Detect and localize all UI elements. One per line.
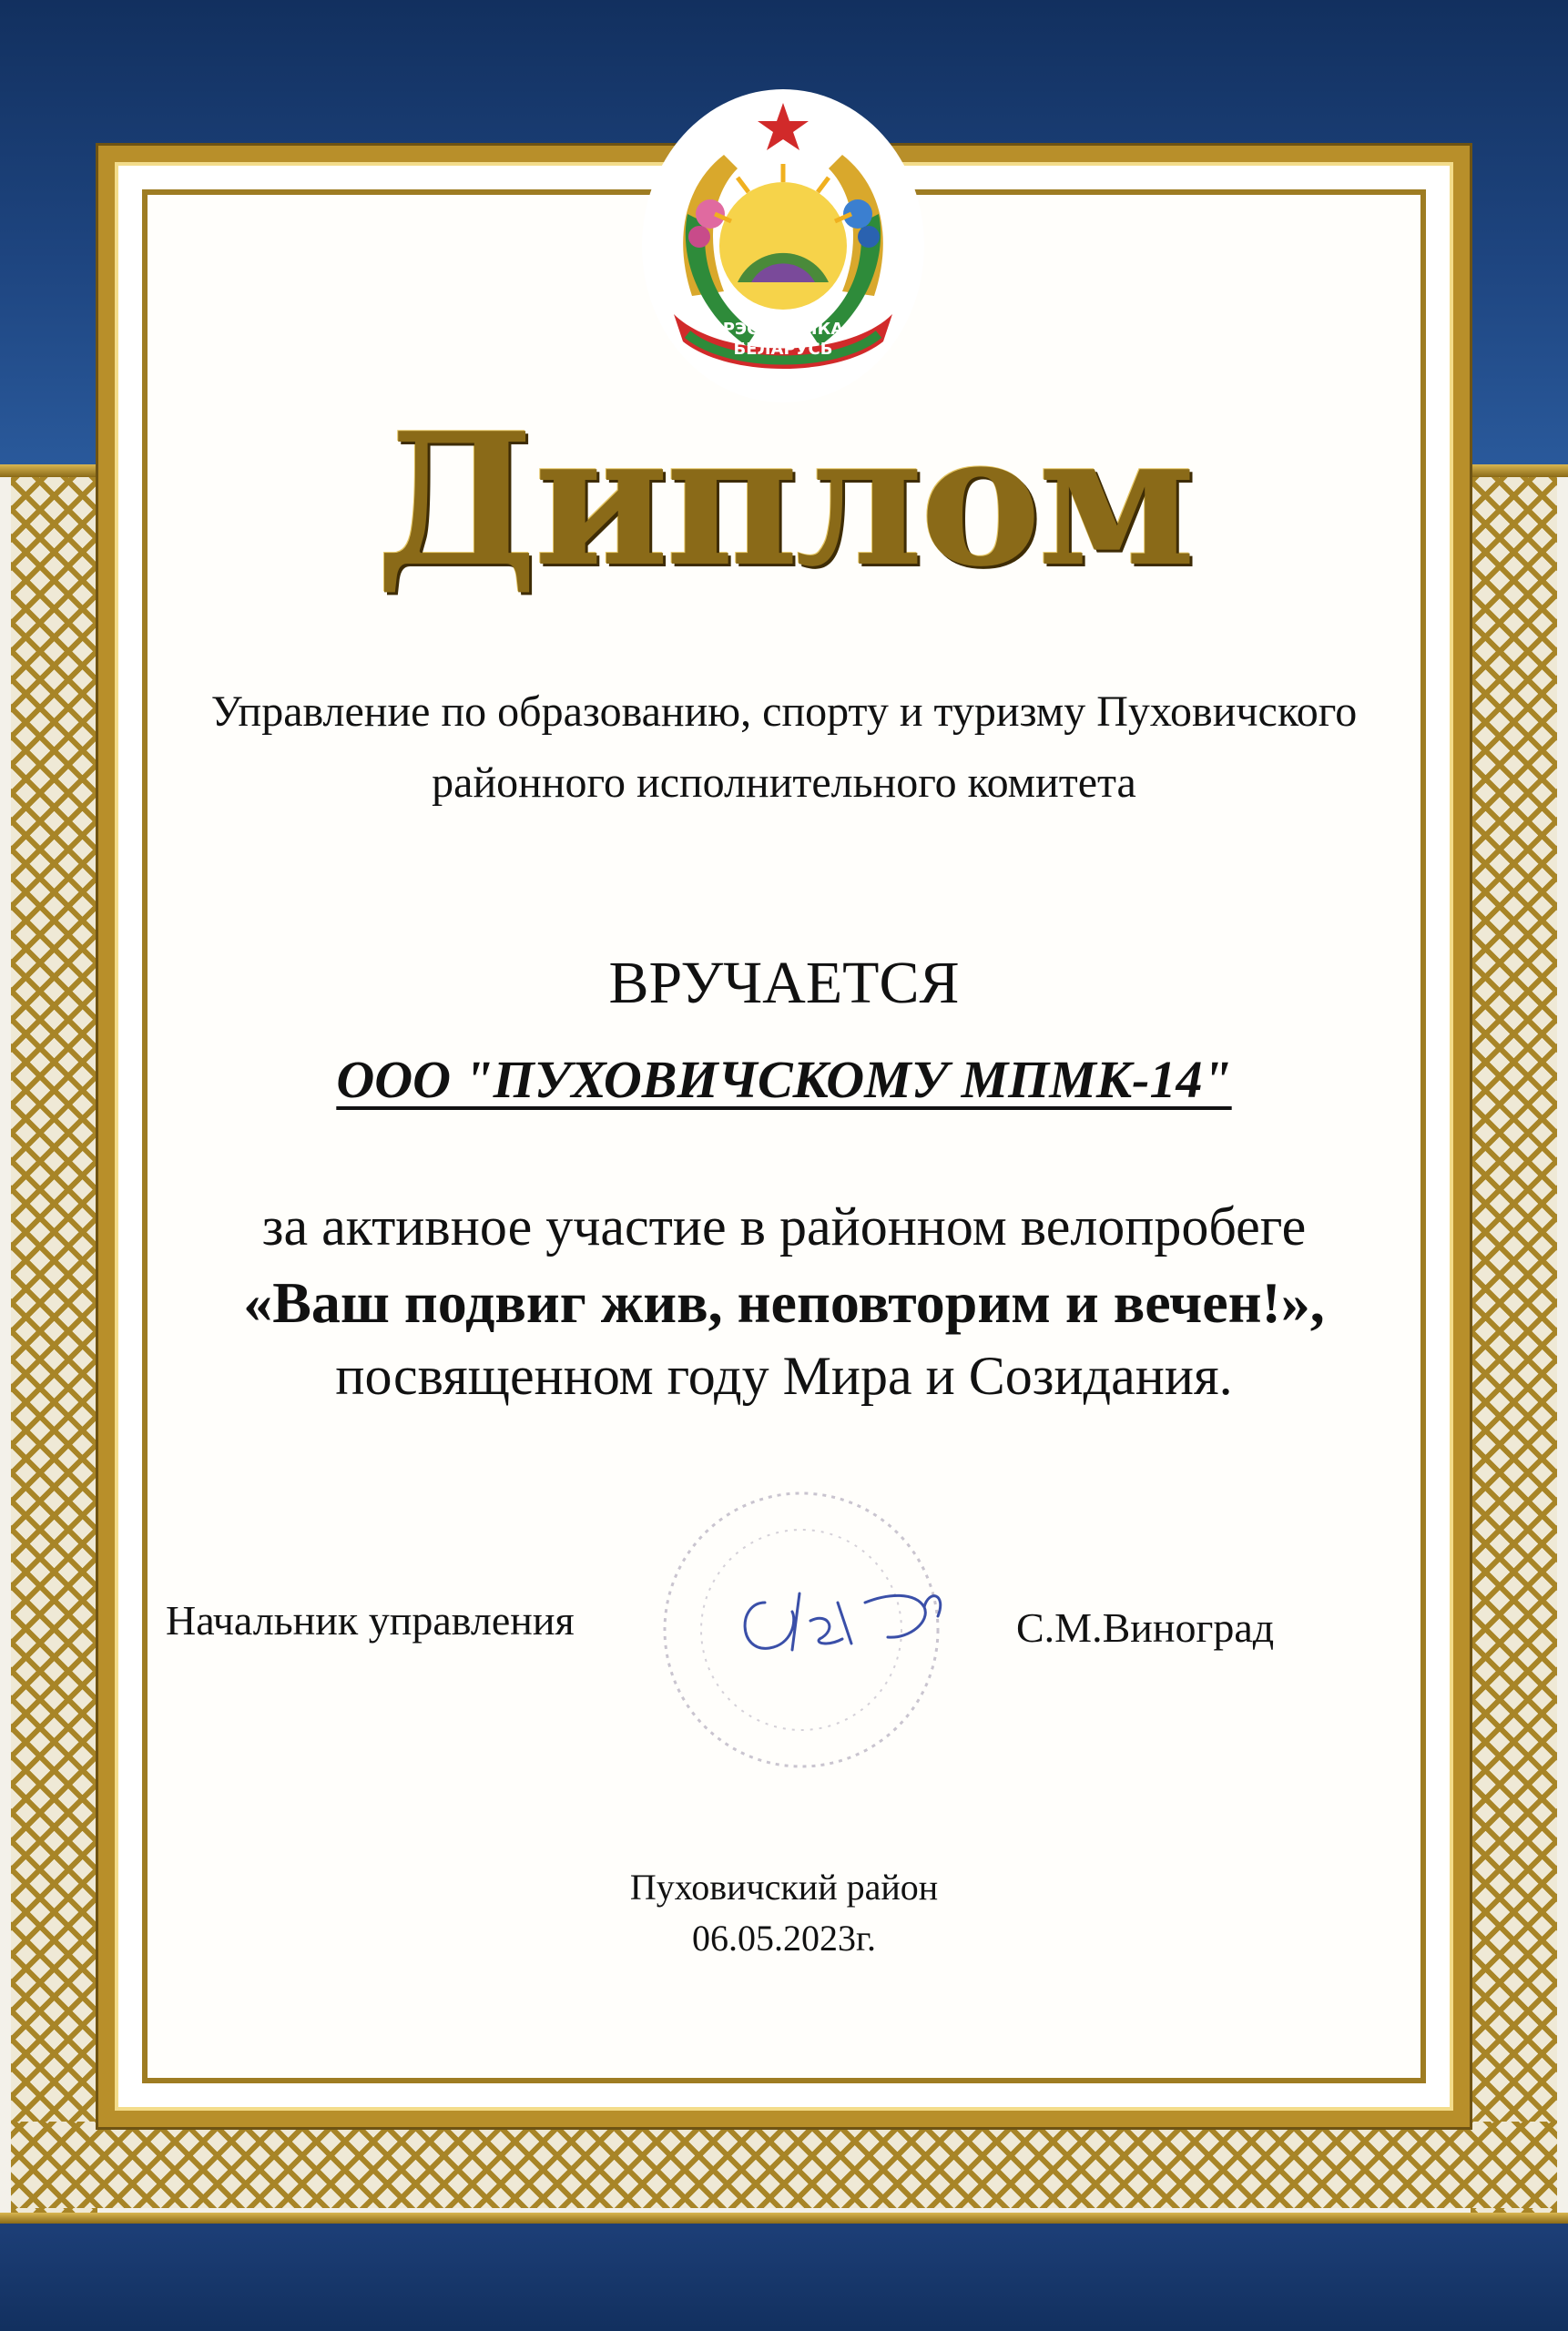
recipient-name [0, 1047, 1568, 1113]
handwritten-signature [728, 1566, 965, 1666]
belarus-coat-of-arms-icon [637, 87, 929, 405]
issue-date: 06.05.2023г. [692, 1918, 876, 1959]
svg-text:РЭСПУБЛІКА: РЭСПУБЛІКА [722, 320, 844, 339]
gold-band-bottom [0, 2213, 1568, 2224]
signatory-name: С.М.Виноград [1016, 1604, 1275, 1651]
reason-line-3: посвященном году Мира и Созидания. [335, 1346, 1233, 1406]
navy-background-bottom [0, 2222, 1568, 2331]
signatory-role: Начальник управления [166, 1597, 575, 1644]
reason-line-1: за активное участие в районном велопробеге [261, 1196, 1307, 1257]
recipient-name-text: ООО "ПУХОВИЧСКОМУ МПМК-14" [336, 1050, 1232, 1109]
place-name: Пуховичский район [629, 1867, 939, 1908]
issuer-line-2: районного исполнительного комитета [432, 758, 1136, 807]
reason-event-name: «Ваш подвиг жив, неповторим и вечен!», [243, 1270, 1325, 1335]
issuer-line-1: Управление по образованию, спорту и туризму Пуховичского [210, 687, 1358, 736]
svg-text:БЕЛАРУСЬ: БЕЛАРУСЬ [733, 340, 833, 359]
awarded-label: ВРУЧАЕТСЯ [608, 950, 960, 1016]
ornament-pattern-bottom [11, 2122, 1557, 2208]
diploma-title: Диплом [375, 393, 1193, 607]
